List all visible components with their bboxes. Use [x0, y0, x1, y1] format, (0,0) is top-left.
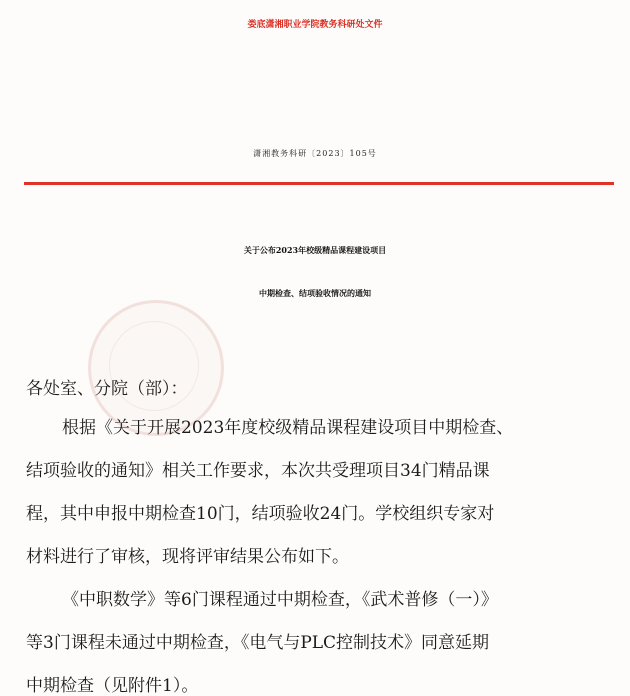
body-line: 根据《关于开展2023年度校级精品课程建设项目中期检查、: [62, 418, 514, 438]
document-number: 潇湘教务科研〔2023〕105号: [253, 149, 377, 158]
body-line: 结项验收的通知》相关工作要求，本次共受理项目34门精品课: [26, 461, 490, 481]
body-line: 中期检查（见附件1）。: [26, 676, 199, 696]
body-line: 程，其中申报中期检查10门，结项验收24门。学校组织专家对: [26, 504, 495, 524]
body-line: 《中职数学》等6门课程通过中期检查，《武术普修（一）》: [62, 590, 498, 610]
document-header-title: 娄底潇湘职业学院教务科研处文件: [247, 20, 383, 30]
notice-title-line-2: 中期检查、结项验收情况的通知: [259, 288, 371, 298]
red-divider: [24, 182, 614, 185]
body-line: 等3门课程未通过中期检查，《电气与PLC控制技术》同意延期: [26, 633, 490, 653]
official-seal: [88, 300, 224, 436]
body-line: 材料进行了审核，现将评审结果公布如下。: [26, 547, 349, 567]
addressee: 各处室、分院（部）：: [26, 379, 188, 399]
notice-title-line-1: 关于公布2023年校级精品课程建设项目: [243, 245, 387, 255]
